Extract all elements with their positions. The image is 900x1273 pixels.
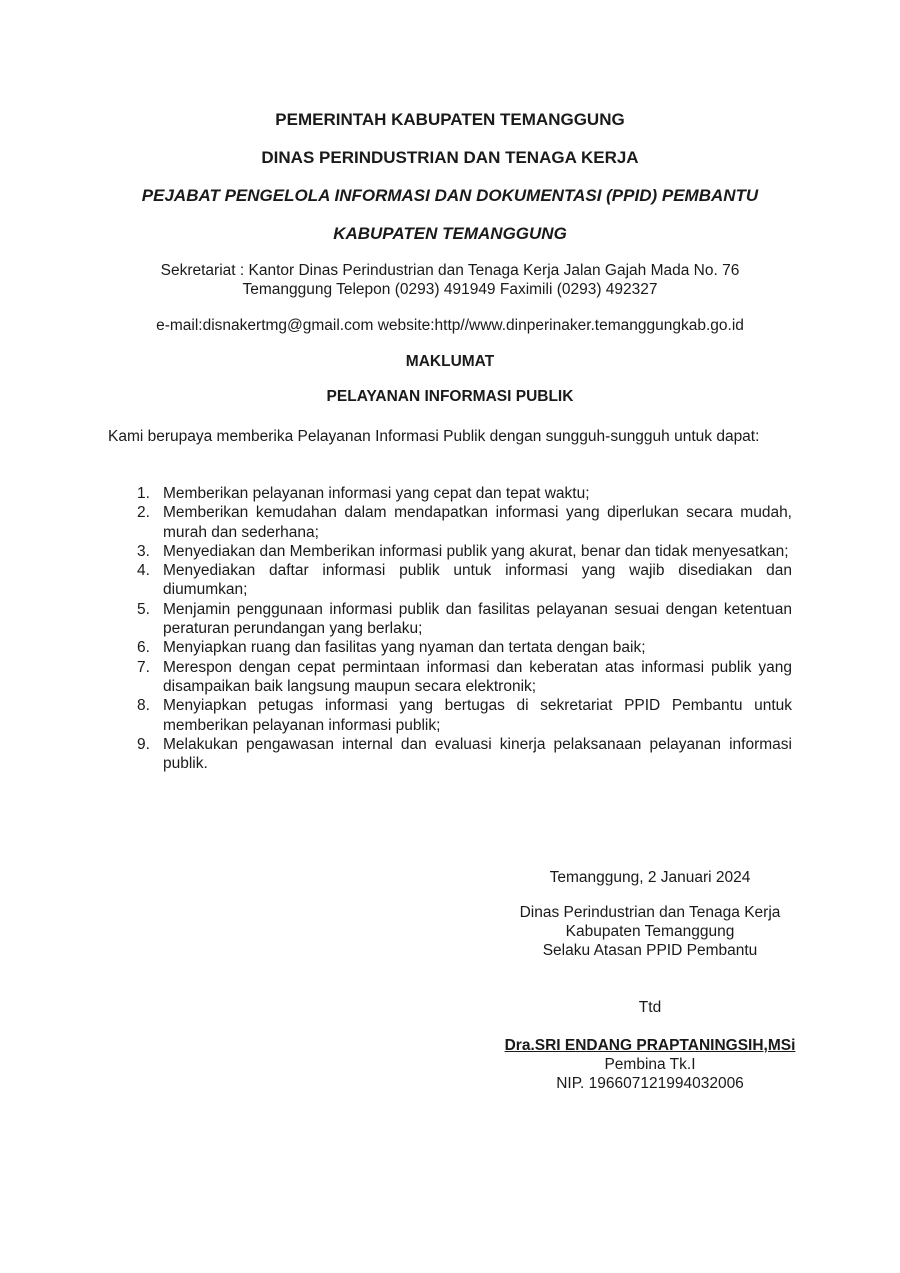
list-number: 4. — [137, 562, 150, 580]
list-text: Memberikan kemudahan dalam mendapatkan informasi yang diperlukan secara mudah, murah dan sederhana; — [163, 504, 792, 541]
list-text: Menyiapkan petugas informasi yang bertugas di sekretariat PPID Pembantu untuk memberikan pelayanan informasi publik; — [163, 697, 792, 734]
list-item — [108, 484, 792, 503]
list-item — [108, 638, 792, 657]
list-number: 7. — [137, 658, 150, 676]
document-subtitle: PELAYANAN INFORMASI PUBLIK — [326, 388, 574, 405]
signatory-rank: Pembina Tk.I — [604, 1056, 696, 1073]
address-line-1: Sekretariat : Kantor Dinas Perindustrian dan Tenaga Kerja Jalan Gajah Mada No. 76 — [160, 262, 740, 279]
list-text: Merespon dengan cepat permintaan informasi dan keberatan atas informasi publik yang disampaikan baik langsung maupun secara elektronik; — [163, 658, 792, 695]
list-number: 5. — [137, 600, 150, 618]
list-item — [108, 735, 792, 774]
document-title: MAKLUMAT — [405, 353, 495, 370]
list-item — [108, 561, 792, 600]
signatory-org-line-3: Selaku Atasan PPID Pembantu — [542, 942, 758, 959]
list-item — [108, 600, 792, 639]
list-item — [108, 542, 792, 561]
list-number: 8. — [137, 697, 150, 715]
commitment-list — [108, 484, 792, 773]
contact-line: e-mail:disnakertmg@gmail.com website:http//www.dinperinaker.temanggungkab.go.id — [156, 317, 744, 334]
header-regency: KABUPATEN TEMANGGUNG — [333, 224, 567, 243]
list-text: Memberikan pelayanan informasi yang cepat dan tepat waktu; — [163, 485, 590, 502]
intro-paragraph: Kami berupaya memberika Pelayanan Informasi Publik dengan sungguh-sungguh untuk dapat: — [108, 428, 760, 445]
list-item — [108, 696, 792, 735]
header-agency: DINAS PERINDUSTRIAN DAN TENAGA KERJA — [261, 148, 639, 167]
address-line-2: Temanggung Telepon (0293) 491949 Faximili (0293) 492327 — [242, 281, 658, 298]
signatory-org-line-1: Dinas Perindustrian dan Tenaga Kerja — [519, 904, 781, 921]
signature-mark: Ttd — [638, 999, 662, 1016]
list-text: Menyediakan daftar informasi publik untuk informasi yang wajib disediakan dan diumumkan; — [163, 562, 792, 599]
signatory-nip: NIP. 196607121994032006 — [556, 1075, 744, 1092]
list-number: 3. — [137, 542, 150, 560]
list-item — [108, 503, 792, 542]
header-government: PEMERINTAH KABUPATEN TEMANGGUNG — [275, 110, 625, 129]
signatory-org-line-2: Kabupaten Temanggung — [565, 923, 735, 940]
list-text: Menjamin penggunaan informasi publik dan fasilitas pelayanan sesuai dengan ketentuan peraturan perundangan yang berlaku; — [163, 600, 792, 638]
header-ppid: PEJABAT PENGELOLA INFORMASI DAN DOKUMENTASI (PPID) PEMBANTU — [141, 186, 759, 205]
list-number: 1. — [137, 485, 150, 502]
list-text: Menyiapkan ruang dan fasilitas yang nyaman dan tertata dengan baik; — [163, 639, 646, 657]
place-date: Temanggung, 2 Januari 2024 — [549, 869, 751, 886]
list-number: 6. — [137, 639, 150, 657]
list-text: Melakukan pengawasan internal dan evaluasi kinerja pelaksanaan pelayanan informasi publik. — [163, 735, 792, 773]
signatory-name: Dra.SRI ENDANG PRAPTANINGSIH,MSi — [504, 1037, 796, 1054]
list-item — [108, 658, 792, 697]
list-text: Menyediakan dan Memberikan informasi publik yang akurat, benar dan tidak menyesatkan; — [163, 542, 789, 560]
list-number: 9. — [137, 735, 150, 753]
list-number: 2. — [137, 504, 150, 522]
